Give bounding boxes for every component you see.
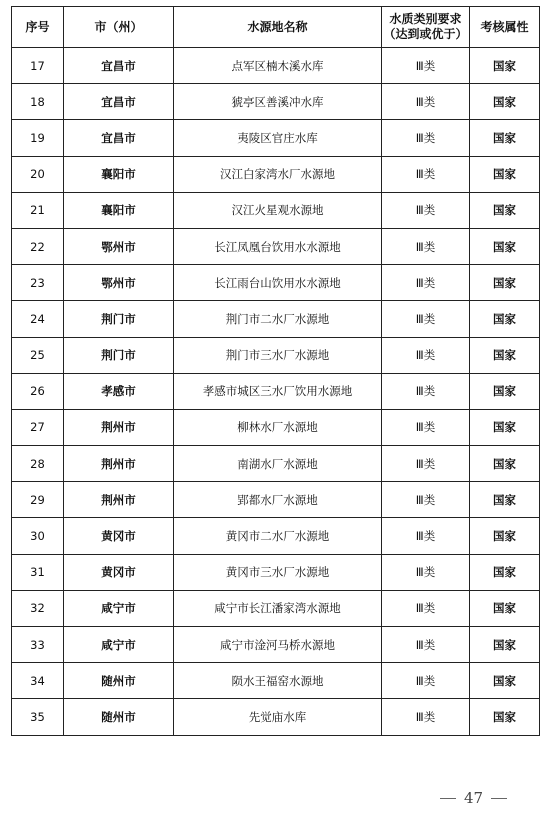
cell-assessment: 国家	[470, 590, 540, 626]
cell-index: 27	[12, 409, 64, 445]
cell-city: 宜昌市	[64, 84, 174, 120]
cell-index: 26	[12, 373, 64, 409]
cell-index: 20	[12, 156, 64, 192]
header-source-name: 水源地名称	[174, 7, 382, 48]
dash-right	[491, 798, 507, 799]
cell-quality: Ⅲ类	[382, 192, 470, 228]
cell-source-name: 南湖水厂水源地	[174, 446, 382, 482]
cell-quality: Ⅲ类	[382, 590, 470, 626]
cell-source-name: 先觉庙水库	[174, 699, 382, 735]
cell-index: 17	[12, 48, 64, 84]
cell-city: 随州市	[64, 699, 174, 735]
cell-quality: Ⅲ类	[382, 482, 470, 518]
cell-index: 34	[12, 663, 64, 699]
cell-assessment: 国家	[470, 84, 540, 120]
table-row	[12, 48, 540, 84]
cell-assessment: 国家	[470, 482, 540, 518]
cell-city: 鄂州市	[64, 228, 174, 264]
cell-assessment: 国家	[470, 699, 540, 735]
cell-quality: Ⅲ类	[382, 699, 470, 735]
table-row	[12, 373, 540, 409]
header-assessment-type: 考核属性	[470, 7, 540, 48]
cell-quality: Ⅲ类	[382, 554, 470, 590]
cell-index: 25	[12, 337, 64, 373]
cell-index: 18	[12, 84, 64, 120]
cell-city: 鄂州市	[64, 265, 174, 301]
page-number-text: 47	[464, 789, 484, 807]
cell-index: 31	[12, 554, 64, 590]
cell-quality: Ⅲ类	[382, 84, 470, 120]
cell-quality: Ⅲ类	[382, 301, 470, 337]
cell-quality: Ⅲ类	[382, 228, 470, 264]
cell-assessment: 国家	[470, 663, 540, 699]
cell-index: 24	[12, 301, 64, 337]
cell-assessment: 国家	[470, 409, 540, 445]
cell-index: 23	[12, 265, 64, 301]
cell-assessment: 国家	[470, 627, 540, 663]
cell-index: 33	[12, 627, 64, 663]
cell-city: 荆州市	[64, 409, 174, 445]
table-row	[12, 265, 540, 301]
cell-assessment: 国家	[470, 301, 540, 337]
cell-source-name: 荆门市二水厂水源地	[174, 301, 382, 337]
cell-index: 30	[12, 518, 64, 554]
cell-city: 随州市	[64, 663, 174, 699]
cell-index: 35	[12, 699, 64, 735]
water-source-table-container	[11, 6, 539, 736]
cell-quality: Ⅲ类	[382, 446, 470, 482]
cell-assessment: 国家	[470, 192, 540, 228]
cell-city: 荆州市	[64, 446, 174, 482]
table-row	[12, 409, 540, 445]
cell-source-name: 郢都水厂水源地	[174, 482, 382, 518]
cell-index: 19	[12, 120, 64, 156]
header-quality-requirement: 水质类别要求 （达到或优于）	[382, 7, 470, 48]
cell-index: 28	[12, 446, 64, 482]
table-row	[12, 627, 540, 663]
table-row	[12, 590, 540, 626]
cell-assessment: 国家	[470, 446, 540, 482]
cell-index: 21	[12, 192, 64, 228]
table-row	[12, 663, 540, 699]
table-row	[12, 156, 540, 192]
cell-source-name: 汉江火星观水源地	[174, 192, 382, 228]
table-row	[12, 120, 540, 156]
dash-left	[440, 798, 456, 799]
cell-city: 黄冈市	[64, 554, 174, 590]
page-number	[440, 789, 540, 807]
cell-source-name: 咸宁市淦河马桥水源地	[174, 627, 382, 663]
cell-quality: Ⅲ类	[382, 518, 470, 554]
cell-index: 32	[12, 590, 64, 626]
cell-assessment: 国家	[470, 228, 540, 264]
cell-quality: Ⅲ类	[382, 48, 470, 84]
cell-quality: Ⅲ类	[382, 663, 470, 699]
cell-source-name: 点军区楠木溪水库	[174, 48, 382, 84]
cell-assessment: 国家	[470, 48, 540, 84]
table-row	[12, 337, 540, 373]
cell-quality: Ⅲ类	[382, 156, 470, 192]
header-city: 市（州）	[64, 7, 174, 48]
cell-source-name: 黄冈市三水厂水源地	[174, 554, 382, 590]
cell-source-name: 长江凤凰台饮用水水源地	[174, 228, 382, 264]
cell-city: 咸宁市	[64, 627, 174, 663]
cell-assessment: 国家	[470, 265, 540, 301]
table-header-row	[12, 7, 540, 48]
cell-city: 宜昌市	[64, 48, 174, 84]
table-row	[12, 446, 540, 482]
cell-source-name: 陨水王福窑水源地	[174, 663, 382, 699]
cell-source-name: 孝感市城区三水厂饮用水源地	[174, 373, 382, 409]
cell-city: 宜昌市	[64, 120, 174, 156]
cell-city: 荆州市	[64, 482, 174, 518]
cell-city: 襄阳市	[64, 192, 174, 228]
cell-quality: Ⅲ类	[382, 409, 470, 445]
cell-assessment: 国家	[470, 156, 540, 192]
table-row	[12, 518, 540, 554]
cell-index: 29	[12, 482, 64, 518]
table-row	[12, 301, 540, 337]
cell-source-name: 猇亭区善溪冲水库	[174, 84, 382, 120]
cell-source-name: 荆门市三水厂水源地	[174, 337, 382, 373]
cell-source-name: 柳林水厂水源地	[174, 409, 382, 445]
cell-source-name: 长江雨台山饮用水水源地	[174, 265, 382, 301]
cell-assessment: 国家	[470, 373, 540, 409]
cell-assessment: 国家	[470, 554, 540, 590]
water-source-table	[11, 6, 540, 736]
table-row	[12, 482, 540, 518]
cell-quality: Ⅲ类	[382, 627, 470, 663]
table-row	[12, 192, 540, 228]
cell-source-name: 夷陵区官庄水库	[174, 120, 382, 156]
cell-quality: Ⅲ类	[382, 120, 470, 156]
cell-city: 咸宁市	[64, 590, 174, 626]
cell-quality: Ⅲ类	[382, 265, 470, 301]
cell-assessment: 国家	[470, 337, 540, 373]
cell-city: 孝感市	[64, 373, 174, 409]
header-index: 序号	[12, 7, 64, 48]
table-row	[12, 84, 540, 120]
cell-city: 荆门市	[64, 337, 174, 373]
cell-assessment: 国家	[470, 120, 540, 156]
cell-city: 荆门市	[64, 301, 174, 337]
cell-index: 22	[12, 228, 64, 264]
cell-source-name: 黄冈市二水厂水源地	[174, 518, 382, 554]
cell-quality: Ⅲ类	[382, 373, 470, 409]
table-row	[12, 228, 540, 264]
cell-assessment: 国家	[470, 518, 540, 554]
cell-source-name: 汉江白家湾水厂水源地	[174, 156, 382, 192]
table-row	[12, 554, 540, 590]
cell-quality: Ⅲ类	[382, 337, 470, 373]
table-row	[12, 699, 540, 735]
cell-city: 黄冈市	[64, 518, 174, 554]
cell-source-name: 咸宁市长江潘家湾水源地	[174, 590, 382, 626]
cell-city: 襄阳市	[64, 156, 174, 192]
